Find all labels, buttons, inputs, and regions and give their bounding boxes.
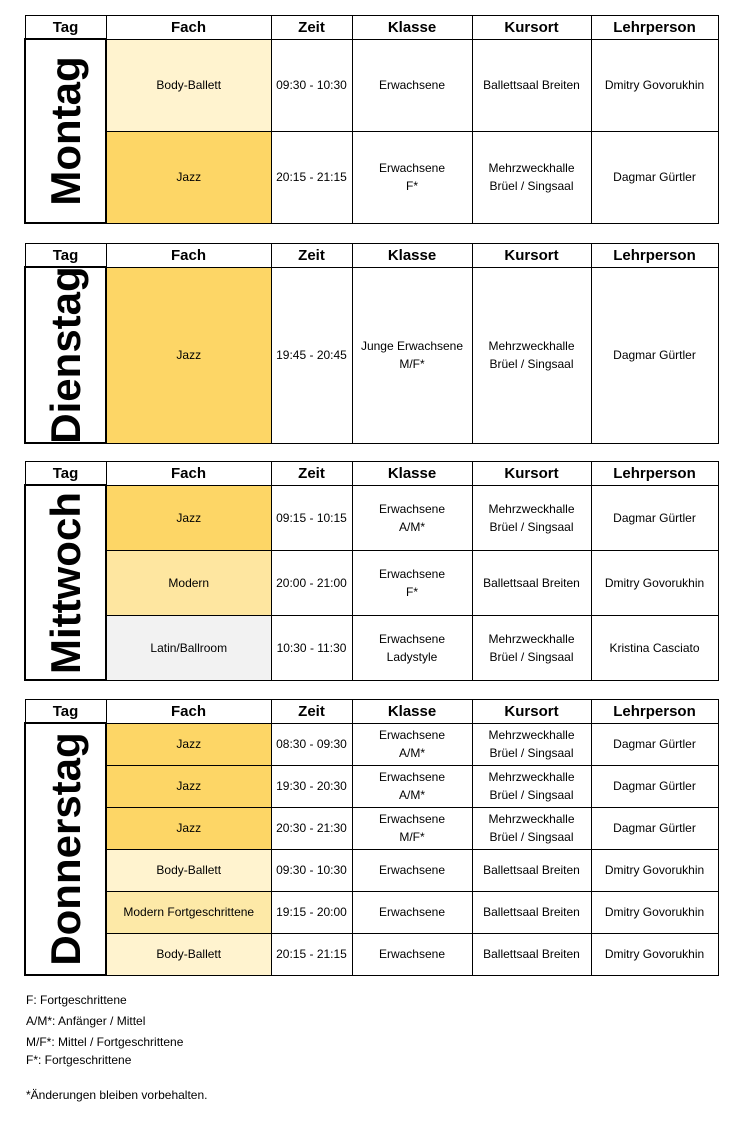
kursort-line2: Brüel / Singsaal xyxy=(489,788,574,802)
cell-klasse xyxy=(352,131,472,223)
header-row xyxy=(25,16,718,40)
cell-fach: Body-Ballett xyxy=(106,39,271,131)
cell-fach: Jazz xyxy=(106,131,271,223)
klasse-line1: Erwachsene xyxy=(378,566,446,581)
klasse-line2: Ladystyle xyxy=(386,649,438,664)
cell-fach: Latin/Ballroom xyxy=(106,615,271,680)
cell-kursort xyxy=(472,723,591,765)
table-row xyxy=(25,807,718,849)
cell-klasse xyxy=(352,891,472,933)
kursort-line1: Ballettsaal Breiten xyxy=(483,78,580,92)
cell-fach: Jazz xyxy=(106,807,271,849)
header-kursort: Kursort xyxy=(472,244,591,268)
cell-fach: Modern xyxy=(106,550,271,615)
cell-lehrperson: Dagmar Gürtler xyxy=(591,723,718,765)
kursort-line2: Brüel / Singsaal xyxy=(489,830,574,844)
kursort-line1: Mehrzweckhalle xyxy=(488,161,575,175)
cell-lehrperson: Dmitry Govorukhin xyxy=(591,891,718,933)
kursort-line1: Mehrzweckhalle xyxy=(488,728,575,742)
klasse-line1: Erwachsene xyxy=(378,631,446,646)
header-klasse: Klasse xyxy=(352,244,472,268)
schedule-block-dienstag xyxy=(24,243,717,444)
table-row xyxy=(25,765,718,807)
schedule-table xyxy=(24,461,719,681)
klasse-line1: Erwachsene xyxy=(378,905,446,919)
klasse-line2: M/F* xyxy=(399,357,425,371)
cell-kursort xyxy=(472,615,591,680)
kursort-line1: Ballettsaal Breiten xyxy=(483,905,580,919)
cell-zeit: 20:15 - 21:15 xyxy=(271,131,352,223)
table-row xyxy=(25,933,718,975)
day-name: Donnerstag xyxy=(41,732,89,966)
kursort-line2: Brüel / Singsaal xyxy=(489,746,574,760)
kursort-line2: Brüel / Singsaal xyxy=(489,649,574,664)
header-fach: Fach xyxy=(106,16,271,40)
header-klasse: Klasse xyxy=(352,462,472,486)
cell-zeit: 09:30 - 10:30 xyxy=(271,39,352,131)
kursort-line1: Mehrzweckhalle xyxy=(488,770,575,784)
header-kursort: Kursort xyxy=(472,700,591,724)
cell-lehrperson: Dagmar Gürtler xyxy=(591,765,718,807)
schedule-block-mittwoch xyxy=(24,461,717,681)
klasse-line1: Erwachsene xyxy=(378,947,446,961)
cell-zeit: 19:45 - 20:45 xyxy=(271,267,352,443)
cell-klasse xyxy=(352,933,472,975)
note-disclaimer: *Änderungen bleiben vorbehalten. xyxy=(26,1088,208,1102)
table-row xyxy=(25,39,718,131)
cell-fach: Jazz xyxy=(106,765,271,807)
note-mf: M/F*: Mittel / Fortgeschrittene xyxy=(26,1035,184,1049)
header-fach: Fach xyxy=(106,244,271,268)
klasse-line1: Erwachsene xyxy=(378,78,446,92)
cell-lehrperson: Dagmar Gürtler xyxy=(591,807,718,849)
kursort-line2: Brüel / Singsaal xyxy=(489,357,574,371)
table-row xyxy=(25,267,718,443)
cell-klasse xyxy=(352,615,472,680)
cell-klasse xyxy=(352,550,472,615)
klasse-line1: Erwachsene xyxy=(378,863,446,877)
header-tag: Tag xyxy=(25,16,106,40)
klasse-line2: M/F* xyxy=(399,830,425,844)
kursort-line1: Mehrzweckhalle xyxy=(488,339,575,353)
note-f: F: Fortgeschrittene xyxy=(26,993,127,1007)
table-row xyxy=(25,615,718,680)
header-lehrperson: Lehrperson xyxy=(591,244,718,268)
header-kursort: Kursort xyxy=(472,462,591,486)
cell-lehrperson: Kristina Casciato xyxy=(591,615,718,680)
schedule-table xyxy=(24,699,719,976)
kursort-line1: Mehrzweckhalle xyxy=(488,501,575,516)
klasse-line1: Junge Erwachsene xyxy=(360,339,464,353)
cell-kursort xyxy=(472,891,591,933)
cell-fach: Jazz xyxy=(106,723,271,765)
cell-fach: Jazz xyxy=(106,267,271,443)
kursort-line1: Mehrzweckhalle xyxy=(488,812,575,826)
cell-lehrperson: Dagmar Gürtler xyxy=(591,485,718,550)
klasse-line2: A/M* xyxy=(398,788,425,802)
header-lehrperson: Lehrperson xyxy=(591,16,718,40)
cell-kursort xyxy=(472,267,591,443)
klasse-line1: Erwachsene xyxy=(378,770,446,784)
kursort-line1: Mehrzweckhalle xyxy=(488,631,575,646)
klasse-line2: F* xyxy=(406,584,418,599)
header-kursort: Kursort xyxy=(472,16,591,40)
klasse-line1: Erwachsene xyxy=(378,812,446,826)
cell-kursort xyxy=(472,933,591,975)
table-row xyxy=(25,849,718,891)
cell-kursort xyxy=(472,550,591,615)
header-fach: Fach xyxy=(106,700,271,724)
cell-lehrperson: Dmitry Govorukhin xyxy=(591,550,718,615)
cell-fach: Body-Ballett xyxy=(106,849,271,891)
day-label xyxy=(25,39,106,223)
header-lehrperson: Lehrperson xyxy=(591,462,718,486)
header-fach: Fach xyxy=(106,462,271,486)
day-label xyxy=(25,485,106,680)
cell-zeit: 09:15 - 10:15 xyxy=(271,485,352,550)
cell-lehrperson: Dagmar Gürtler xyxy=(591,267,718,443)
header-klasse: Klasse xyxy=(352,700,472,724)
cell-klasse xyxy=(352,267,472,443)
kursort-line1: Ballettsaal Breiten xyxy=(483,947,580,961)
cell-zeit: 09:30 - 10:30 xyxy=(271,849,352,891)
kursort-line2: Brüel / Singsaal xyxy=(489,179,574,193)
cell-zeit: 20:00 - 21:00 xyxy=(271,550,352,615)
table-row xyxy=(25,131,718,223)
day-name: Dienstag xyxy=(41,266,89,444)
schedule-table xyxy=(24,243,719,444)
cell-klasse xyxy=(352,39,472,131)
cell-klasse xyxy=(352,807,472,849)
schedule-table xyxy=(24,15,719,224)
cell-zeit: 19:30 - 20:30 xyxy=(271,765,352,807)
klasse-line2: A/M* xyxy=(398,519,425,534)
legend-notes xyxy=(26,990,207,1106)
table-row xyxy=(25,550,718,615)
cell-kursort xyxy=(472,485,591,550)
klasse-line1: Erwachsene xyxy=(378,728,446,742)
cell-lehrperson: Dagmar Gürtler xyxy=(591,131,718,223)
table-row xyxy=(25,723,718,765)
cell-zeit: 10:30 - 11:30 xyxy=(271,615,352,680)
day-name: Mittwoch xyxy=(41,491,89,674)
table-row xyxy=(25,485,718,550)
header-zeit: Zeit xyxy=(271,16,352,40)
header-tag: Tag xyxy=(25,462,106,486)
klasse-line2: F* xyxy=(406,179,418,193)
header-tag: Tag xyxy=(25,700,106,724)
cell-klasse xyxy=(352,765,472,807)
cell-fach: Jazz xyxy=(106,485,271,550)
cell-zeit: 08:30 - 09:30 xyxy=(271,723,352,765)
kursort-line2: Brüel / Singsaal xyxy=(489,519,574,534)
header-row xyxy=(25,462,718,486)
day-name: Montag xyxy=(41,56,89,206)
header-tag: Tag xyxy=(25,244,106,268)
header-zeit: Zeit xyxy=(271,700,352,724)
header-zeit: Zeit xyxy=(271,244,352,268)
header-row xyxy=(25,700,718,724)
klasse-line1: Erwachsene xyxy=(378,161,446,175)
klasse-line1: Erwachsene xyxy=(378,501,446,516)
cell-lehrperson: Dmitry Govorukhin xyxy=(591,849,718,891)
table-row xyxy=(25,891,718,933)
header-lehrperson: Lehrperson xyxy=(591,700,718,724)
cell-kursort xyxy=(472,807,591,849)
cell-klasse xyxy=(352,723,472,765)
cell-fach: Body-Ballett xyxy=(106,933,271,975)
header-klasse: Klasse xyxy=(352,16,472,40)
cell-zeit: 20:30 - 21:30 xyxy=(271,807,352,849)
header-zeit: Zeit xyxy=(271,462,352,486)
cell-klasse xyxy=(352,485,472,550)
cell-lehrperson: Dmitry Govorukhin xyxy=(591,39,718,131)
day-label xyxy=(25,723,106,975)
cell-fach: Modern Fortgeschrittene xyxy=(106,891,271,933)
cell-kursort xyxy=(472,765,591,807)
cell-zeit: 19:15 - 20:00 xyxy=(271,891,352,933)
cell-kursort xyxy=(472,131,591,223)
note-am: A/M*: Anfänger / Mittel xyxy=(26,1014,146,1028)
cell-klasse xyxy=(352,849,472,891)
schedule-block-donnerstag xyxy=(24,699,717,976)
spacer xyxy=(26,1071,207,1085)
cell-zeit: 20:15 - 21:15 xyxy=(271,933,352,975)
schedule-block-montag xyxy=(24,15,717,224)
klasse-line2: A/M* xyxy=(398,746,425,760)
header-row xyxy=(25,244,718,268)
cell-kursort xyxy=(472,39,591,131)
day-label xyxy=(25,267,106,443)
cell-kursort xyxy=(472,849,591,891)
cell-lehrperson: Dmitry Govorukhin xyxy=(591,933,718,975)
kursort-line1: Ballettsaal Breiten xyxy=(483,863,580,877)
kursort-line1: Ballettsaal Breiten xyxy=(483,575,580,590)
note-fstar: F*: Fortgeschrittene xyxy=(26,1053,132,1067)
